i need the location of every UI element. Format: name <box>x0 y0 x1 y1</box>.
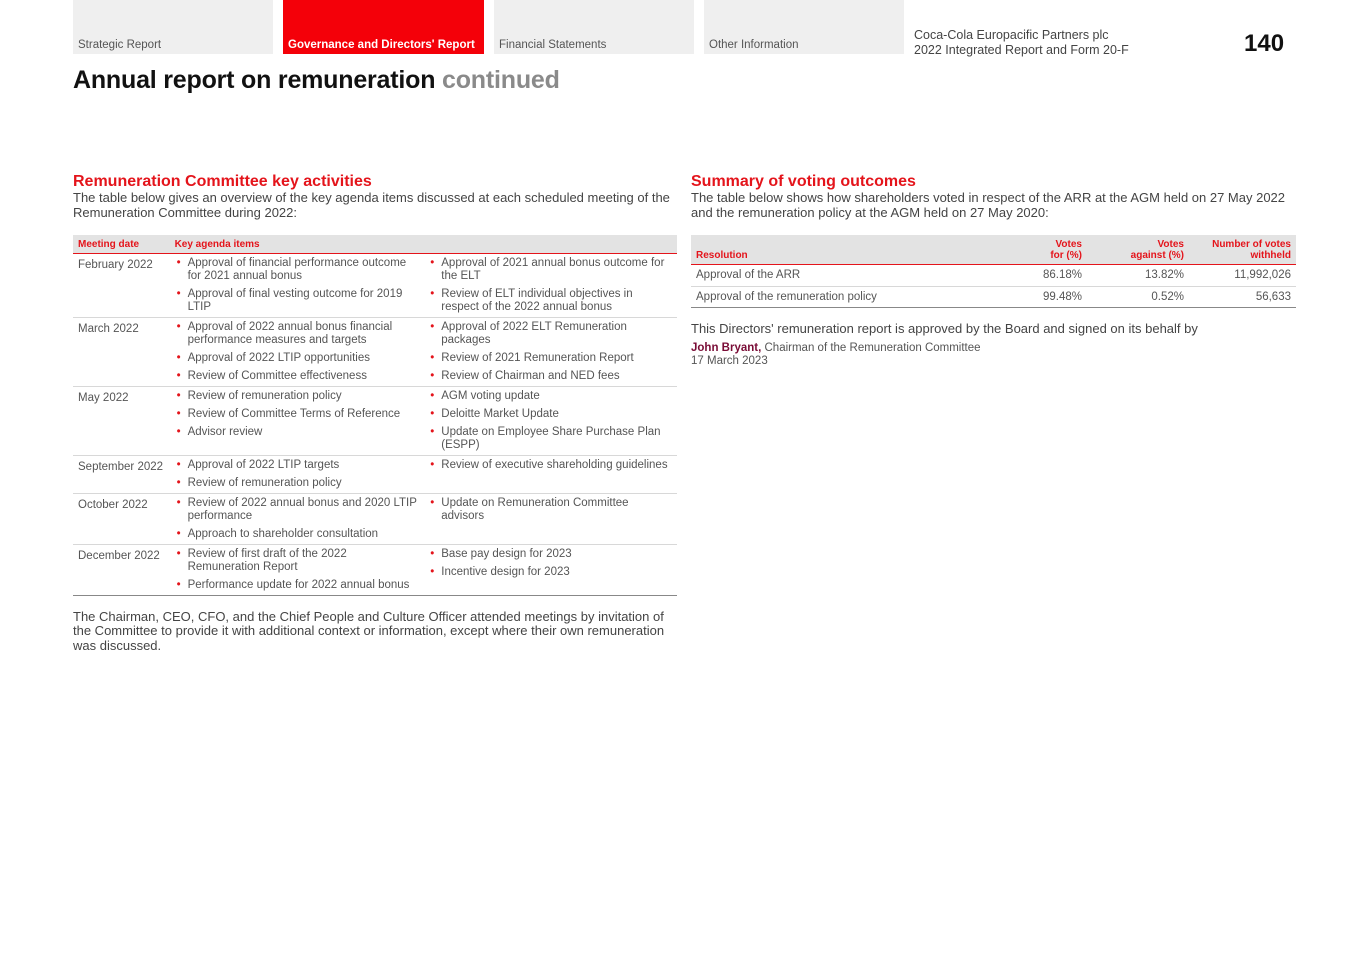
agenda-items-right <box>423 317 677 386</box>
col-votes-for-line1: Votes <box>1055 239 1082 250</box>
list-item: • Review of remuneration policy <box>175 477 419 490</box>
voting-heading: Summary of voting outcomes <box>691 173 916 190</box>
list-item: • Approval of 2022 LTIP opportunities <box>175 352 419 365</box>
agenda-items-left <box>170 317 424 386</box>
voting-intro: The table below shows how shareholders voted in respect of the ARR at the AGM held on 27 May 2022 and the remuneration policy at the AGM held on 27 May 2020: <box>691 190 1286 220</box>
section-nav <box>73 0 914 54</box>
list-item: • Approval of 2021 annual bonus outcome for the ELT <box>428 257 672 283</box>
col-votes-for <box>987 235 1087 265</box>
list-item: • Review of first draft of the 2022 Remuneration Report <box>175 548 419 574</box>
list-item: • Review of remuneration policy <box>175 390 419 403</box>
tab-strategic-report[interactable]: Strategic Report <box>73 0 273 54</box>
tab-governance[interactable]: Governance and Directors' Report <box>283 0 484 54</box>
list-item: • Approval of 2022 annual bonus financial performance measures and targets <box>175 321 419 347</box>
list-item: • Approval of 2022 LTIP targets <box>175 459 419 472</box>
table-row <box>73 317 677 386</box>
table-row <box>691 286 1296 308</box>
col-meeting-date: Meeting date <box>73 235 170 253</box>
agenda-items-right <box>423 493 677 544</box>
table-row <box>73 253 677 317</box>
agenda-items-right <box>423 253 677 317</box>
votes-withheld-cell: 11,992,026 <box>1189 265 1296 287</box>
document-meta <box>914 28 1129 58</box>
list-item: • Incentive design for 2023 <box>428 566 672 579</box>
meeting-date-cell: March 2022 <box>73 317 170 386</box>
report-name: 2022 Integrated Report and Form 20-F <box>914 43 1129 57</box>
meeting-date-cell: December 2022 <box>73 544 170 595</box>
col-votes-against <box>1087 235 1189 265</box>
activities-heading: Remuneration Committee key activities <box>73 173 372 190</box>
votes-for-cell: 86.18% <box>987 265 1087 287</box>
list-item: • Review of Chairman and NED fees <box>428 370 672 383</box>
votes-against-cell: 13.82% <box>1087 265 1189 287</box>
tab-financial-statements[interactable]: Financial Statements <box>494 0 694 54</box>
page-title <box>73 66 560 95</box>
list-item: • Review of Committee effectiveness <box>175 370 419 383</box>
agenda-items-left <box>170 455 424 493</box>
list-item: • Update on Remuneration Committee advisors <box>428 497 672 523</box>
list-item: • Base pay design for 2023 <box>428 548 672 561</box>
agenda-items-left <box>170 493 424 544</box>
signature-block <box>691 342 1296 368</box>
votes-for-cell: 99.48% <box>987 286 1087 308</box>
table-row <box>73 386 677 455</box>
list-item: • Review of executive shareholding guidelines <box>428 459 672 472</box>
list-item: • Approval of 2022 ELT Remuneration packages <box>428 321 672 347</box>
list-item: • Approval of financial performance outcome for 2021 annual bonus <box>175 257 419 283</box>
col-key-agenda-items: Key agenda items <box>170 235 677 253</box>
meeting-date-cell: October 2022 <box>73 493 170 544</box>
list-item: • Approval of final vesting outcome for 2019 LTIP <box>175 288 419 314</box>
list-item: • Review of 2022 annual bonus and 2020 LTIP performance <box>175 497 419 523</box>
company-name: Coca-Cola Europacific Partners plc <box>914 28 1109 42</box>
resolution-cell: Approval of the ARR <box>691 265 987 287</box>
col-votes-withheld-line1: Number of votes <box>1212 239 1291 250</box>
col-votes-against-line1: Votes <box>1157 239 1184 250</box>
col-votes-withheld-line2: withheld <box>1250 250 1291 261</box>
list-item: • AGM voting update <box>428 390 672 403</box>
col-resolution: Resolution <box>691 235 987 265</box>
page-title-suffix: continued <box>442 66 560 94</box>
agenda-items-right <box>423 455 677 493</box>
agenda-items-right <box>423 544 677 595</box>
page-title-main: Annual report on remuneration <box>73 66 436 94</box>
col-votes-against-line2: against (%) <box>1130 250 1184 261</box>
voting-section <box>691 172 1296 368</box>
col-votes-withheld <box>1189 235 1296 265</box>
list-item: • Deloitte Market Update <box>428 408 672 421</box>
table-row <box>73 493 677 544</box>
meeting-date-cell: February 2022 <box>78 258 153 271</box>
activities-section <box>73 172 677 653</box>
activities-table <box>73 235 677 596</box>
agenda-items-left <box>170 253 424 317</box>
agenda-items-right <box>423 386 677 455</box>
table-row <box>73 544 677 595</box>
meeting-date-cell: September 2022 <box>73 455 170 493</box>
voting-table <box>691 235 1296 308</box>
resolution-cell: Approval of the remuneration policy <box>691 286 987 308</box>
list-item: • Update on Employee Share Purchase Plan (ESPP) <box>428 426 672 452</box>
page-number: 140 <box>1244 30 1285 57</box>
votes-withheld-cell: 56,633 <box>1189 286 1296 308</box>
table-row <box>73 455 677 493</box>
list-item: • Review of 2021 Remuneration Report <box>428 352 672 365</box>
list-item: • Approach to shareholder consultation <box>175 528 419 541</box>
signer-name: John Bryant, <box>691 342 762 354</box>
list-item: • Review of Committee Terms of Reference <box>175 408 419 421</box>
sign-date: 17 March 2023 <box>691 355 768 367</box>
votes-against-cell: 0.52% <box>1087 286 1189 308</box>
agenda-items-left <box>170 544 424 595</box>
list-item: • Review of ELT individual objectives in respect of the 2022 annual bonus <box>428 288 672 314</box>
tab-other-information[interactable]: Other Information <box>704 0 904 54</box>
agenda-items-left <box>170 386 424 455</box>
list-item: • Performance update for 2022 annual bonus <box>175 579 419 592</box>
list-item: • Advisor review <box>175 426 419 439</box>
table-row <box>691 265 1296 287</box>
activities-intro: The table below gives an overview of the key agenda items discussed at each scheduled meeting of the Remuneration Committee during 2022: <box>73 190 670 220</box>
meeting-date-cell: May 2022 <box>73 386 170 455</box>
approval-statement: This Directors' remuneration report is approved by the Board and signed on its behalf by <box>691 321 1198 336</box>
signer-role: Chairman of the Remuneration Committee <box>764 342 981 354</box>
attendance-note: The Chairman, CEO, CFO, and the Chief People and Culture Officer attended meetings by invitation of the Committee to provide it with additional context or information, except where their own remuneration was discussed. <box>73 608 665 653</box>
col-votes-for-line2: for (%) <box>1050 250 1082 261</box>
